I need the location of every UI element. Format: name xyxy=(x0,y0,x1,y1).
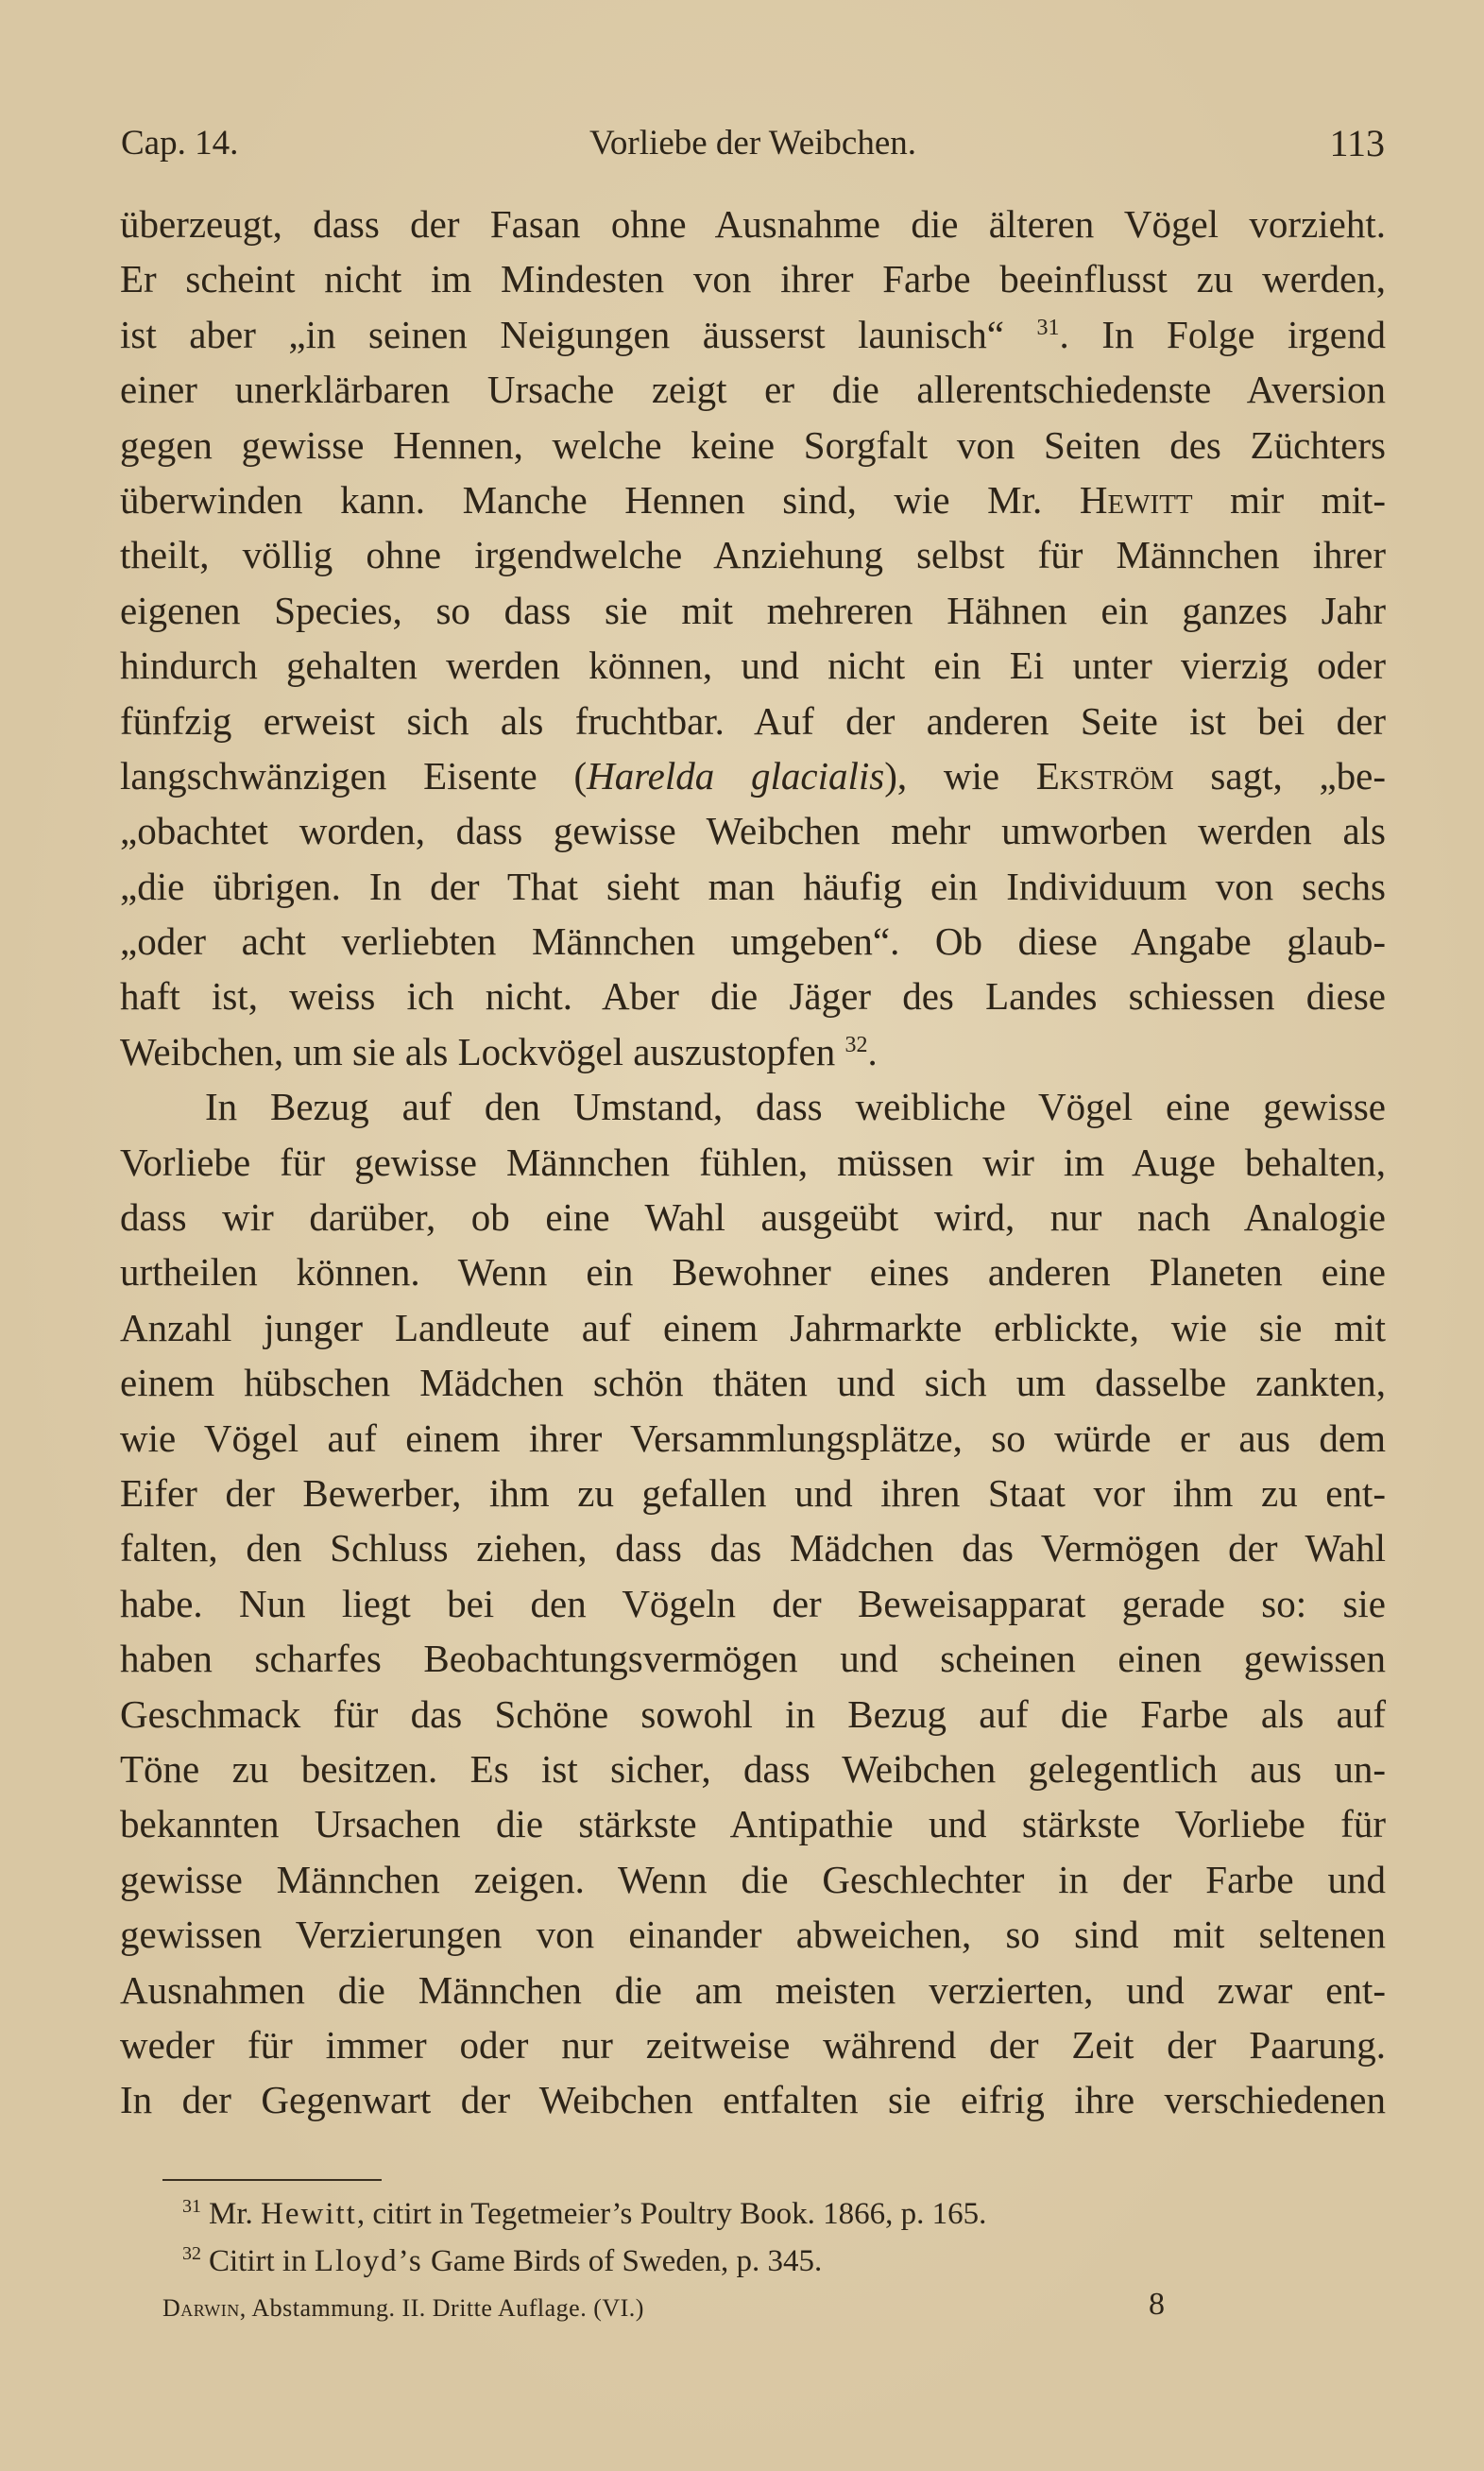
text-line xyxy=(120,307,1386,362)
footnote-reference: 31 xyxy=(1036,315,1060,340)
text-line: haben scharfes Beobachtungsvermögen und scheinen einen gewissen xyxy=(120,1637,1386,1681)
text-line: Ausnahmen die Männchen die am meisten verzierten, und zwar ent- xyxy=(120,1967,1386,2012)
running-head xyxy=(121,118,1385,169)
footnote-text: Game Birds of Sweden, p. 345. xyxy=(422,2244,823,2278)
text-fragment: Weibchen, um sie als Lockvögel auszustopfen xyxy=(120,1029,845,1073)
text-line: einer unerklärbaren Ursache zeigt er die allerentschiedenste Aversion xyxy=(120,368,1386,412)
text-line: überzeugt, dass der Fasan ohne Ausnahme die älteren Vögel vorzieht. xyxy=(120,202,1386,246)
footnote-number: 31 xyxy=(182,2196,201,2217)
text-fragment: langschwänzigen Eisente ( xyxy=(120,753,588,798)
text-line: Er scheint nicht im Mindesten von ihrer Farbe beeinflusst zu werden, xyxy=(120,257,1386,301)
author-name: Ekström xyxy=(1035,753,1174,798)
text-line: gewissen Verzierungen von einander abweichen, so sind mit seltenen xyxy=(120,1913,1386,1957)
text-line: bekannten Ursachen die stärkste Antipathie und stärkste Vorliebe für xyxy=(120,1802,1386,1846)
species-name: Harelda glacialis xyxy=(587,753,885,798)
text-line: eigenen Species, so dass sie mit mehreren Hähnen ein ganzes Jahr xyxy=(120,588,1386,632)
text-fragment: . In Folge irgend xyxy=(1059,312,1387,356)
text-fragment: sagt, „be- xyxy=(1173,753,1387,798)
footnote-author: Hewitt xyxy=(261,2197,357,2231)
page-number: 113 xyxy=(1329,122,1385,164)
text-line: theilt, völlig ohne irgendwelche Anziehung selbst für Männchen ihrer xyxy=(120,533,1386,577)
text-line: falten, den Schluss ziehen, dass das Mädchen das Vermögen der Wahl xyxy=(120,1526,1386,1570)
footnote-text: Mr. xyxy=(209,2197,262,2231)
text-fragment: mir mit- xyxy=(1192,477,1386,522)
text-fragment: ), wie xyxy=(884,753,1036,798)
text-line: Geschmack für das Schöne sowohl in Bezug auf die Farbe als auf xyxy=(120,1691,1386,1736)
text-line: Anzahl junger Landleute auf einem Jahrmarkte erblickte, wie sie mit xyxy=(120,1305,1386,1349)
text-fragment: . xyxy=(867,1029,878,1073)
text-line: haft ist, weiss ich nicht. Aber die Jäger des Landes schiessen diese xyxy=(120,974,1386,1019)
text-line: urtheilen können. Wenn ein Bewohner eines anderen Planeten eine xyxy=(120,1250,1386,1295)
text-fragment: ist aber „in seinen Neigungen äusserst launisch“ xyxy=(120,312,1037,356)
text-line xyxy=(120,472,1386,527)
printer-signature xyxy=(162,2287,644,2330)
footnote-divider xyxy=(162,2179,382,2181)
footnote xyxy=(182,2238,1316,2285)
text-line: In der Gegenwart der Weibchen entfalten sie eifrig ihre verschiedenen xyxy=(120,2078,1386,2122)
text-line: hindurch gehalten werden können, und nicht ein Ei unter vierzig oder xyxy=(120,643,1386,688)
body-text xyxy=(120,197,1386,2128)
text-line: gegen gewisse Hennen, welche keine Sorgfalt von Seiten des Züchters xyxy=(120,422,1386,467)
printer-signature-line xyxy=(162,2287,1183,2330)
sheet-number: 8 xyxy=(1149,2287,1165,2322)
text-line: „oder acht verliebten Männchen umgeben“. Ob diese Angabe glaub- xyxy=(120,919,1386,964)
text-line: Eifer der Bewerber, ihm zu gefallen und ihren Staat vor ihm zu ent- xyxy=(120,1470,1386,1515)
signature-author: Darwin xyxy=(162,2294,240,2322)
footnote-reference: 32 xyxy=(844,1032,868,1057)
footnote-number: 32 xyxy=(182,2243,201,2264)
text-line: gewisse Männchen zeigen. Wenn die Geschlechter in der Farbe und xyxy=(120,1857,1386,1901)
text-line: habe. Nun liegt bei den Vögeln der Beweisapparat gerade so: sie xyxy=(120,1581,1386,1625)
signature-text: , Abstammung. II. Dritte Auflage. (VI.) xyxy=(239,2294,644,2322)
text-line: wie Vögel auf einem ihrer Versammlungsplätze, so würde er aus dem xyxy=(120,1416,1386,1460)
text-line: „obachtet worden, dass gewisse Weibchen mehr umworben werden als xyxy=(120,809,1386,853)
footnotes xyxy=(182,2190,1316,2285)
author-name: Hewitt xyxy=(1079,477,1193,522)
text-line xyxy=(120,748,1386,803)
text-line: dass wir darüber, ob eine Wahl ausgeübt wird, nur nach Analogie xyxy=(120,1195,1386,1240)
text-line: „die übrigen. In der That sieht man häufig ein Individuum von sechs xyxy=(120,864,1386,908)
text-line: weder für immer oder nur zeitweise während der Zeit der Paarung. xyxy=(120,2022,1386,2067)
text-line: fünfzig erweist sich als fruchtbar. Auf der anderen Seite ist bei der xyxy=(120,698,1386,743)
section-title: Vorliebe der Weibchen. xyxy=(588,124,916,163)
text-line: einem hübschen Mädchen schön thäten und sich um dasselbe zankten, xyxy=(120,1361,1386,1405)
footnote-text: , citirt in Tegetmeier’s Poultry Book. 1866, p. 165. xyxy=(356,2197,987,2231)
footnote-text: Citirt in xyxy=(209,2244,315,2278)
text-fragment: überwinden kann. Manche Hennen sind, wie Mr. xyxy=(120,477,1080,522)
text-line xyxy=(120,1024,1386,1079)
text-line: Vorliebe für gewisse Männchen fühlen, müssen wir im Auge behalten, xyxy=(120,1140,1386,1184)
chapter-label: Cap. 14. xyxy=(121,124,239,163)
footnote-author: Lloyd’s xyxy=(314,2244,423,2278)
footnote xyxy=(182,2190,1316,2238)
text-line: Töne zu besitzen. Es ist sicher, dass Weibchen gelegentlich aus un- xyxy=(120,1746,1386,1791)
paragraph-first-line: In Bezug auf den Umstand, dass weibliche Vögel eine gewisse xyxy=(205,1085,1386,1129)
